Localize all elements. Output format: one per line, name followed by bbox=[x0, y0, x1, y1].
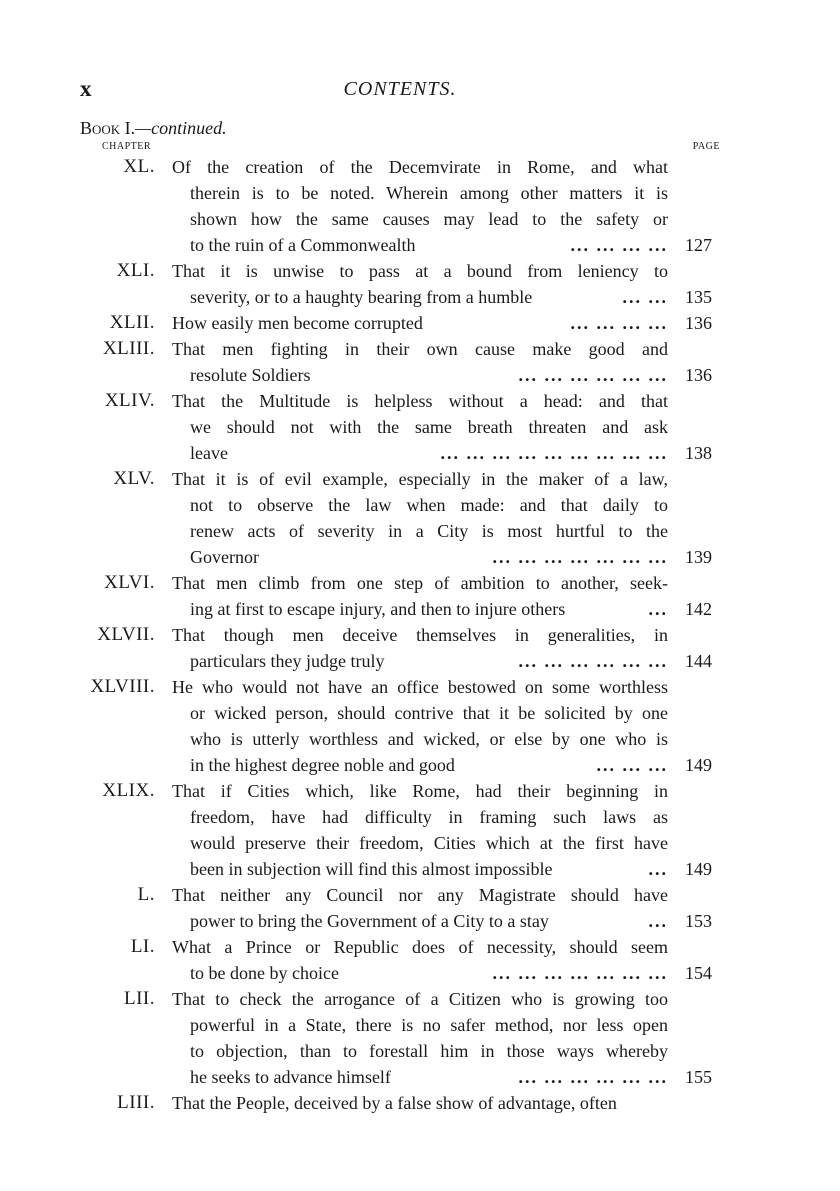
title-line: That though men deceive themselves in generalities, in bbox=[172, 625, 668, 645]
contents-entry bbox=[0, 336, 840, 388]
title-line: in the highest degree noble and good ... ... ... bbox=[172, 752, 668, 778]
chapter-title bbox=[172, 1090, 668, 1116]
dot-leader: ... ... ... bbox=[596, 755, 668, 775]
title-line: who is utterly worthless and wicked, or else by one who is bbox=[190, 729, 668, 749]
title-line: he seeks to advance himself ... ... ... ... ... ... bbox=[172, 1064, 668, 1090]
contents-entry bbox=[0, 674, 840, 778]
page-reference: 144 bbox=[685, 651, 712, 671]
chapter-numeral: LII. bbox=[123, 988, 155, 1009]
chapter-title bbox=[172, 674, 668, 778]
chapter-title bbox=[172, 570, 668, 622]
title-line: Governor ... ... ... ... ... ... ... bbox=[172, 544, 668, 570]
title-line: That the People, deceived by a false show of advantage, often bbox=[172, 1093, 617, 1113]
title-line: would preserve their freedom, Cities which at the first have bbox=[190, 833, 668, 853]
running-head bbox=[80, 76, 720, 102]
title-line: That the Multitude is helpless without a head: and that bbox=[172, 391, 668, 411]
dot-leader: ... ... ... ... ... ... bbox=[518, 365, 668, 385]
contents-entry bbox=[0, 986, 840, 1090]
dot-leader: ... ... bbox=[622, 287, 668, 307]
chapter-title bbox=[172, 986, 668, 1090]
chapter-column-heading: CHAPTER bbox=[102, 141, 152, 152]
title-line: That men climb from one step of ambition to another, seek- bbox=[172, 573, 668, 593]
chapter-numeral: LIII. bbox=[117, 1092, 155, 1113]
title-line: That to check the arrogance of a Citizen who is growing too bbox=[172, 989, 668, 1009]
page-reference: 149 bbox=[685, 859, 712, 879]
page-reference: 136 bbox=[685, 365, 712, 385]
chapter-title bbox=[172, 258, 668, 310]
title-line: resolute Soldiers ... ... ... ... ... ... bbox=[172, 362, 668, 388]
page-reference: 155 bbox=[685, 1067, 712, 1087]
title-line: shown how the same causes may lead to the safety or bbox=[190, 209, 668, 229]
contents-entry bbox=[0, 388, 840, 466]
chapter-title bbox=[172, 882, 668, 934]
title-line: That men fighting in their own cause make good and bbox=[172, 339, 668, 359]
title-line: severity, or to a haughty bearing from a humble ... ... bbox=[172, 284, 668, 310]
title-line: What a Prince or Republic does of necessity, should seem bbox=[172, 937, 668, 957]
chapter-numeral: XLVIII. bbox=[90, 676, 155, 697]
title-line: He who would not have an office bestowed on some worthless bbox=[172, 677, 668, 697]
page-reference: 135 bbox=[685, 287, 712, 307]
chapter-title bbox=[172, 934, 668, 986]
title-line: freedom, have had difficulty in framing such laws as bbox=[190, 807, 668, 827]
contents-entry bbox=[0, 882, 840, 934]
chapter-numeral: XL. bbox=[123, 156, 155, 177]
title-line: That neither any Council nor any Magistrate should have bbox=[172, 885, 668, 905]
book-heading bbox=[80, 118, 227, 139]
title-line: That it is unwise to pass at a bound from leniency to bbox=[172, 261, 668, 281]
chapter-numeral: XLIII. bbox=[102, 338, 155, 359]
title-line: therein is to be noted. Wherein among other matters it is bbox=[190, 183, 668, 203]
chapter-numeral: XLII. bbox=[109, 312, 155, 333]
title-line: not to observe the law when made: and that daily to bbox=[190, 495, 668, 515]
page-number: x bbox=[80, 76, 92, 101]
title-line: we should not with the same breath threaten and ask bbox=[190, 417, 668, 437]
chapter-title bbox=[172, 466, 668, 570]
chapter-numeral: XLIV. bbox=[104, 390, 155, 411]
page-reference: 136 bbox=[685, 313, 712, 333]
contents-entry bbox=[0, 310, 840, 336]
title-line: or wicked person, should contrive that it be solicited by one bbox=[190, 703, 668, 723]
title-line: ing at first to escape injury, and then to injure others ... bbox=[172, 596, 668, 622]
dot-leader: ... bbox=[648, 911, 668, 931]
title-line: particulars they judge truly ... ... ... ... ... ... bbox=[172, 648, 668, 674]
chapter-title bbox=[172, 154, 668, 258]
dot-leader: ... bbox=[648, 599, 668, 619]
chapter-numeral: XLIX. bbox=[102, 780, 155, 801]
dot-leader: ... ... ... ... ... ... bbox=[518, 651, 668, 671]
title-line: to the ruin of a Commonwealth ... ... ... ... bbox=[172, 232, 668, 258]
title-line: power to bring the Government of a City to a stay ... bbox=[172, 908, 668, 934]
dot-leader: ... ... ... ... bbox=[570, 313, 668, 333]
page-reference: 138 bbox=[685, 443, 712, 463]
title-line: That it is of evil example, especially in the maker of a law, bbox=[172, 469, 668, 489]
contents-entry bbox=[0, 1090, 840, 1116]
dot-leader: ... ... ... ... bbox=[570, 235, 668, 255]
chapter-numeral: XLVII. bbox=[97, 624, 155, 645]
contents-entry bbox=[0, 258, 840, 310]
running-title: CONTENTS. bbox=[343, 78, 457, 100]
chapter-title bbox=[172, 388, 668, 466]
contents-entry bbox=[0, 154, 840, 258]
dot-leader: ... ... ... ... ... ... bbox=[518, 1067, 668, 1087]
book-continued: —continued. bbox=[135, 118, 227, 138]
title-line: been in subjection will find this almost impossible ... bbox=[172, 856, 668, 882]
title-line: leave ... ... ... ... ... ... ... ... ... bbox=[172, 440, 668, 466]
contents-list bbox=[0, 154, 840, 1116]
page-column-heading: PAGE bbox=[692, 141, 720, 152]
page-reference: 142 bbox=[685, 599, 712, 619]
contents-entry bbox=[0, 778, 840, 882]
chapter-numeral: XLVI. bbox=[104, 572, 155, 593]
dot-leader: ... ... ... ... ... ... ... ... ... bbox=[440, 443, 668, 463]
chapter-numeral: LI. bbox=[130, 936, 155, 957]
chapter-title bbox=[172, 622, 668, 674]
title-line: How easily men become corrupted ... ... ... ... bbox=[172, 310, 668, 336]
book-label: Book I. bbox=[80, 118, 136, 138]
contents-entry bbox=[0, 570, 840, 622]
dot-leader: ... ... ... ... ... ... ... bbox=[492, 963, 668, 983]
title-line: to be done by choice ... ... ... ... ... ... ... bbox=[172, 960, 668, 986]
chapter-numeral: XLV. bbox=[113, 468, 155, 489]
chapter-title bbox=[172, 336, 668, 388]
dot-leader: ... ... ... ... ... ... ... bbox=[492, 547, 668, 567]
page-reference: 127 bbox=[685, 235, 712, 255]
title-line: to objection, than to forestall him in those ways whereby bbox=[190, 1041, 668, 1061]
chapter-title bbox=[172, 310, 668, 336]
title-line: renew acts of severity in a City is most hurtful to the bbox=[190, 521, 668, 541]
page-reference: 139 bbox=[685, 547, 712, 567]
page-reference: 154 bbox=[685, 963, 712, 983]
title-line: powerful in a State, there is no safer method, nor less open bbox=[190, 1015, 668, 1035]
contents-entry bbox=[0, 622, 840, 674]
page-reference: 149 bbox=[685, 755, 712, 775]
dot-leader: ... bbox=[648, 859, 668, 879]
contents-entry bbox=[0, 934, 840, 986]
page-reference: 153 bbox=[685, 911, 712, 931]
contents-entry bbox=[0, 466, 840, 570]
title-line: Of the creation of the Decemvirate in Rome, and what bbox=[172, 157, 668, 177]
chapter-title bbox=[172, 778, 668, 882]
chapter-numeral: XLI. bbox=[116, 260, 155, 281]
chapter-numeral: L. bbox=[137, 884, 155, 905]
column-headings bbox=[80, 141, 720, 155]
title-line: That if Cities which, like Rome, had their beginning in bbox=[172, 781, 668, 801]
